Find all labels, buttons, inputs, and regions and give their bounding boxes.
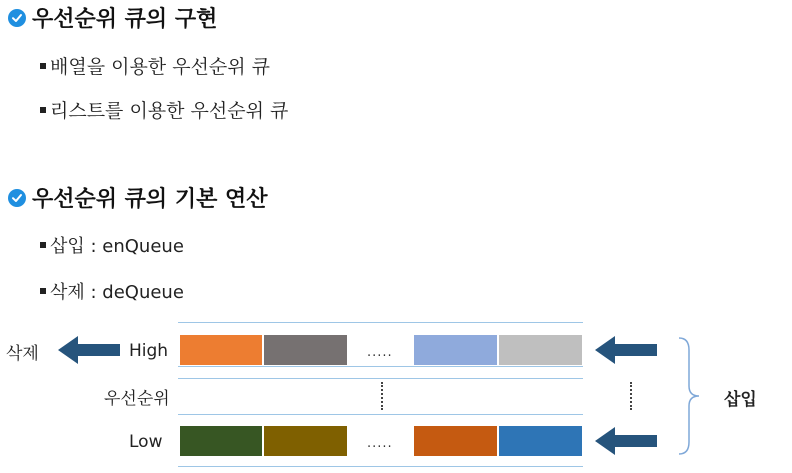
row-divider [178,322,583,323]
list-item: 배열을 이용한 우선순위 큐 [40,52,270,79]
row-divider [178,414,583,415]
section-title: 우선순위 큐의 구현 [32,7,218,32]
row-divider [178,466,583,467]
vertical-ellipsis [381,382,383,410]
left-arrow-icon [595,336,657,364]
high-label: High [129,341,169,361]
list-item: 리스트를 이용한 우선순위 큐 [40,96,288,123]
bullet-square-icon [40,288,46,294]
low-queue-cell [499,426,582,456]
left-arrow-icon [58,336,120,364]
check-circle-icon [8,9,26,27]
high-queue-cell [499,335,582,365]
list-item: 삽입 : enQueue [40,232,184,258]
bullet-square-icon [40,63,46,69]
bullet-square-icon [40,107,46,113]
high-queue-cell [264,335,347,365]
low-queue-cell [264,426,347,456]
row-divider [178,366,583,367]
check-circle-icon [8,189,26,207]
high-queue-cell [414,335,497,365]
ellipsis: ..... [367,345,393,360]
ellipsis: ..... [367,436,393,451]
low-queue-cell [180,426,262,456]
low-label: Low [129,432,163,452]
insert-label: 삽입 [724,390,757,410]
row-divider [178,378,583,379]
section-heading-implementation [8,2,217,33]
high-queue-cell [180,335,262,365]
delete-label: 삭제 [6,344,39,364]
vertical-ellipsis [630,382,632,410]
priority-label: 우선순위 [104,389,170,409]
list-item: 삭제 : deQueue [40,278,184,304]
low-queue-cell [414,426,497,456]
right-brace-icon [675,336,705,456]
section-title: 우선순위 큐의 기본 연산 [32,187,268,212]
section-heading-operations [8,182,268,213]
left-arrow-icon [595,427,657,455]
bullet-square-icon [40,242,46,248]
